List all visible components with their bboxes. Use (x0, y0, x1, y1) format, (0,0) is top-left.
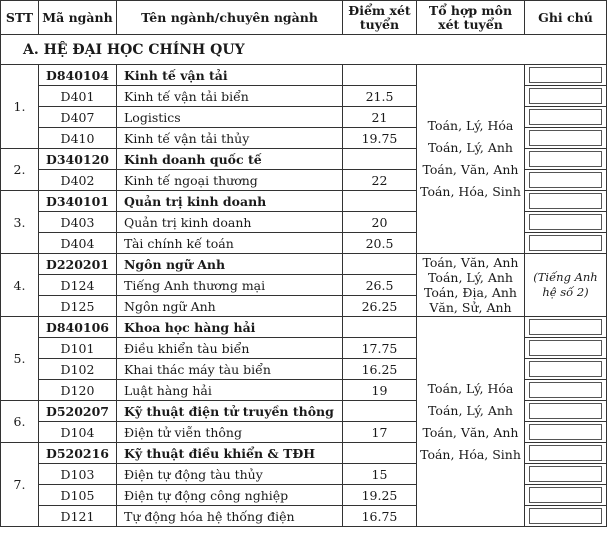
combo-line: Toán, Lý, Hóa (427, 118, 514, 133)
group-name: Ngôn ngữ Anh (117, 254, 343, 275)
header-stt: STT (1, 1, 39, 35)
group-row (1, 317, 607, 338)
row-score: 19 (343, 380, 417, 401)
section-title: A. HỆ ĐẠI HỌC CHÍNH QUY (1, 35, 607, 65)
group-stt: 7. (1, 443, 39, 527)
row-score: 17 (343, 422, 417, 443)
combo-cell-economics (417, 65, 525, 254)
combo-line: Toán, Lý, Anh (428, 402, 513, 418)
row-code: D404 (39, 233, 117, 254)
row-code: D104 (39, 422, 117, 443)
row-name: Điện tử viễn thông (117, 422, 343, 443)
group-stt: 2. (1, 149, 39, 191)
score-cell (343, 317, 417, 338)
score-cell (343, 254, 417, 275)
row-name: Khai thác máy tàu biển (117, 359, 343, 380)
note-cell (525, 107, 607, 128)
combo-line: Văn, Sử, Anh (429, 300, 512, 315)
row-name: Kinh tế vận tải biển (117, 86, 343, 107)
note-cell (525, 506, 607, 527)
row-name: Điều khiển tàu biển (117, 338, 343, 359)
row-name: Kinh tế vận tải thủy (117, 128, 343, 149)
group-stt: 1. (1, 65, 39, 149)
row-name: Logistics (117, 107, 343, 128)
combo-line: Toán, Văn, Anh (422, 424, 519, 440)
group-stt: 6. (1, 401, 39, 443)
combo-line: Toán, Địa, Anh (424, 285, 517, 300)
group-row (1, 65, 607, 86)
row-score: 19.25 (343, 485, 417, 506)
score-cell (343, 65, 417, 86)
row-score: 20 (343, 212, 417, 233)
group-name: Kinh doanh quốc tế (117, 149, 343, 170)
row-name: Tài chính kế toán (117, 233, 343, 254)
header-name: Tên ngành/chuyên ngành (117, 1, 343, 35)
row-code: D125 (39, 296, 117, 317)
note-cell (525, 128, 607, 149)
row-code: D410 (39, 128, 117, 149)
group-stt: 3. (1, 191, 39, 254)
group-code: D340101 (39, 191, 117, 212)
group-name: Quản trị kinh doanh (117, 191, 343, 212)
group-stt: 5. (1, 317, 39, 401)
group-code: D520216 (39, 443, 117, 464)
row-code: D121 (39, 506, 117, 527)
row-score: 21.5 (343, 86, 417, 107)
header-row (1, 1, 607, 35)
combo-line: Toán, Lý, Anh (428, 270, 513, 285)
combo-line: Toán, Văn, Anh (422, 162, 519, 177)
note-cell (525, 485, 607, 506)
note-cell (525, 380, 607, 401)
combo-line: Toán, Lý, Hóa (427, 380, 514, 396)
note-cell (525, 191, 607, 212)
header-note: Ghi chú (525, 1, 607, 35)
row-name: Điện tự động công nghiệp (117, 485, 343, 506)
note-cell (525, 233, 607, 254)
group-row (1, 254, 607, 275)
row-code: D105 (39, 485, 117, 506)
combo-line: Toán, Văn, Anh (422, 255, 519, 270)
row-code: D403 (39, 212, 117, 233)
group-name: Kinh tế vận tải (117, 65, 343, 86)
group-code: D340120 (39, 149, 117, 170)
row-score: 20.5 (343, 233, 417, 254)
row-name: Luật hàng hải (117, 380, 343, 401)
row-score: 16.25 (343, 359, 417, 380)
note-cell (525, 338, 607, 359)
note-cell (525, 464, 607, 485)
header-code: Mã ngành (39, 1, 117, 35)
note-cell (525, 422, 607, 443)
row-code: D102 (39, 359, 117, 380)
note-cell (525, 212, 607, 233)
group-code: D840104 (39, 65, 117, 86)
group-code: D520207 (39, 401, 117, 422)
score-cell (343, 401, 417, 422)
score-cell (343, 149, 417, 170)
row-score: 26.5 (343, 275, 417, 296)
note-cell (525, 317, 607, 338)
header-score: Điểm xét tuyển (343, 1, 417, 35)
combo-line: Toán, Lý, Anh (428, 140, 513, 155)
row-name: Ngôn ngữ Anh (117, 296, 343, 317)
row-score: 22 (343, 170, 417, 191)
row-code: D407 (39, 107, 117, 128)
row-score: 15 (343, 464, 417, 485)
group-name: Khoa học hàng hải (117, 317, 343, 338)
header-combo: Tổ hợp môn xét tuyển (417, 1, 525, 35)
combo-cell-english (417, 254, 525, 317)
row-name: Quản trị kinh doanh (117, 212, 343, 233)
row-score: 19.75 (343, 128, 417, 149)
group-code: D840106 (39, 317, 117, 338)
note-cell (525, 86, 607, 107)
row-score: 26.25 (343, 296, 417, 317)
row-score: 16.75 (343, 506, 417, 527)
english-note: (Tiếng Anh hệ số 2) (525, 254, 607, 317)
row-code: D402 (39, 170, 117, 191)
note-cell (525, 359, 607, 380)
row-name: Tự động hóa hệ thống điện (117, 506, 343, 527)
group-code: D220201 (39, 254, 117, 275)
score-cell (343, 443, 417, 464)
row-name: Kinh tế ngoại thương (117, 170, 343, 191)
combo-line: Toán, Hóa, Sinh (420, 446, 521, 462)
note-cell (525, 65, 607, 86)
combo-line: Toán, Hóa, Sinh (420, 184, 521, 199)
section-row (1, 35, 607, 65)
row-name: Điện tự động tàu thủy (117, 464, 343, 485)
row-score: 17.75 (343, 338, 417, 359)
note-cell (525, 149, 607, 170)
row-code: D103 (39, 464, 117, 485)
group-name: Kỹ thuật điều khiển & TĐH (117, 443, 343, 464)
note-cell (525, 170, 607, 191)
row-code: D124 (39, 275, 117, 296)
combo-cell-engineering (417, 317, 525, 527)
row-score: 21 (343, 107, 417, 128)
row-code: D401 (39, 86, 117, 107)
row-code: D101 (39, 338, 117, 359)
note-cell (525, 443, 607, 464)
group-stt: 4. (1, 254, 39, 317)
score-cell (343, 191, 417, 212)
group-name: Kỹ thuật điện tử truyền thông (117, 401, 343, 422)
note-cell (525, 401, 607, 422)
row-code: D120 (39, 380, 117, 401)
row-name: Tiếng Anh thương mại (117, 275, 343, 296)
